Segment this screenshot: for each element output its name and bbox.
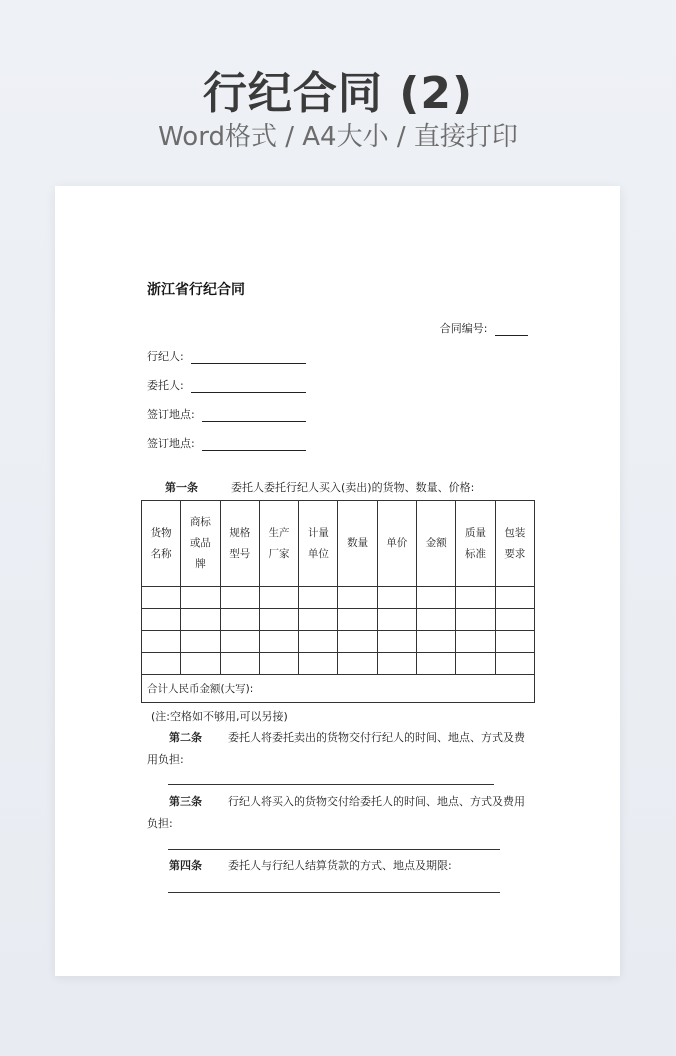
article-4-blank xyxy=(168,892,500,893)
article-1-text: 委托人委托行纪人买入(卖出)的货物、数量、价格: xyxy=(231,481,475,494)
header-unit-price: 单价 xyxy=(377,501,416,587)
field-principal-blank xyxy=(191,392,306,393)
header-quantity: 数量 xyxy=(338,501,377,587)
header-quality: 质量 标准 xyxy=(456,501,495,587)
header-goods-name: 货物 名称 xyxy=(142,501,181,587)
table-header-row xyxy=(142,501,535,587)
article-3-label: 第三条 xyxy=(169,795,202,808)
contract-number-label: 合同编号: xyxy=(439,322,488,335)
header-brand: 商标 或品 牌 xyxy=(181,501,220,587)
article-4-label: 第四条 xyxy=(169,859,202,872)
page-subtitle: Word格式 / A4大小 / 直接打印 xyxy=(158,122,518,152)
header-unit: 计量 单位 xyxy=(299,501,338,587)
table-row xyxy=(142,653,535,675)
field-sign-place-2-label: 签订地点: xyxy=(147,437,195,450)
article-2-text: 委托人将委托卖出的货物交付行纪人的时间、地点、方式及费用负担: xyxy=(147,731,525,766)
table-total-row xyxy=(142,675,535,703)
table-row xyxy=(142,631,535,653)
article-4 xyxy=(147,855,531,877)
goods-table xyxy=(141,500,535,703)
field-principal xyxy=(147,377,306,393)
article-3-blank xyxy=(168,849,500,850)
article-2-label: 第二条 xyxy=(169,731,202,744)
article-1-label: 第一条 xyxy=(165,481,198,494)
article-3 xyxy=(147,791,531,835)
article-4-text: 委托人与行纪人结算货款的方式、地点及期限: xyxy=(228,859,452,872)
header-packaging: 包装 要求 xyxy=(495,501,534,587)
field-agent-blank xyxy=(191,363,306,364)
header-spec: 规格 型号 xyxy=(220,501,259,587)
field-principal-label: 委托人: xyxy=(147,379,184,392)
table-row xyxy=(142,587,535,609)
contract-number-blank xyxy=(495,335,528,336)
article-1 xyxy=(165,479,474,495)
table-note: (注:空格如不够用,可以另接) xyxy=(151,710,288,723)
table-row xyxy=(142,609,535,631)
field-sign-place-1 xyxy=(147,406,306,422)
document-page xyxy=(55,186,620,976)
document-title: 浙江省行纪合同 xyxy=(147,282,245,298)
field-sign-place-1-blank xyxy=(202,421,306,422)
header-manufacturer: 生产 厂家 xyxy=(259,501,298,587)
field-sign-place-2 xyxy=(147,435,306,451)
field-agent xyxy=(147,348,306,364)
article-2 xyxy=(147,727,531,771)
field-agent-label: 行纪人: xyxy=(147,350,184,363)
contract-number xyxy=(440,320,528,336)
article-3-text: 行纪人将买入的货物交付给委托人的时间、地点、方式及费用负担: xyxy=(147,795,525,830)
article-2-blank xyxy=(168,784,494,785)
field-sign-place-2-blank xyxy=(202,450,306,451)
page-title: 行纪合同 (2) xyxy=(202,68,474,119)
total-amount-label: 合计人民币金额(大写): xyxy=(142,675,535,703)
header-amount: 金额 xyxy=(417,501,456,587)
field-sign-place-1-label: 签订地点: xyxy=(147,408,195,421)
